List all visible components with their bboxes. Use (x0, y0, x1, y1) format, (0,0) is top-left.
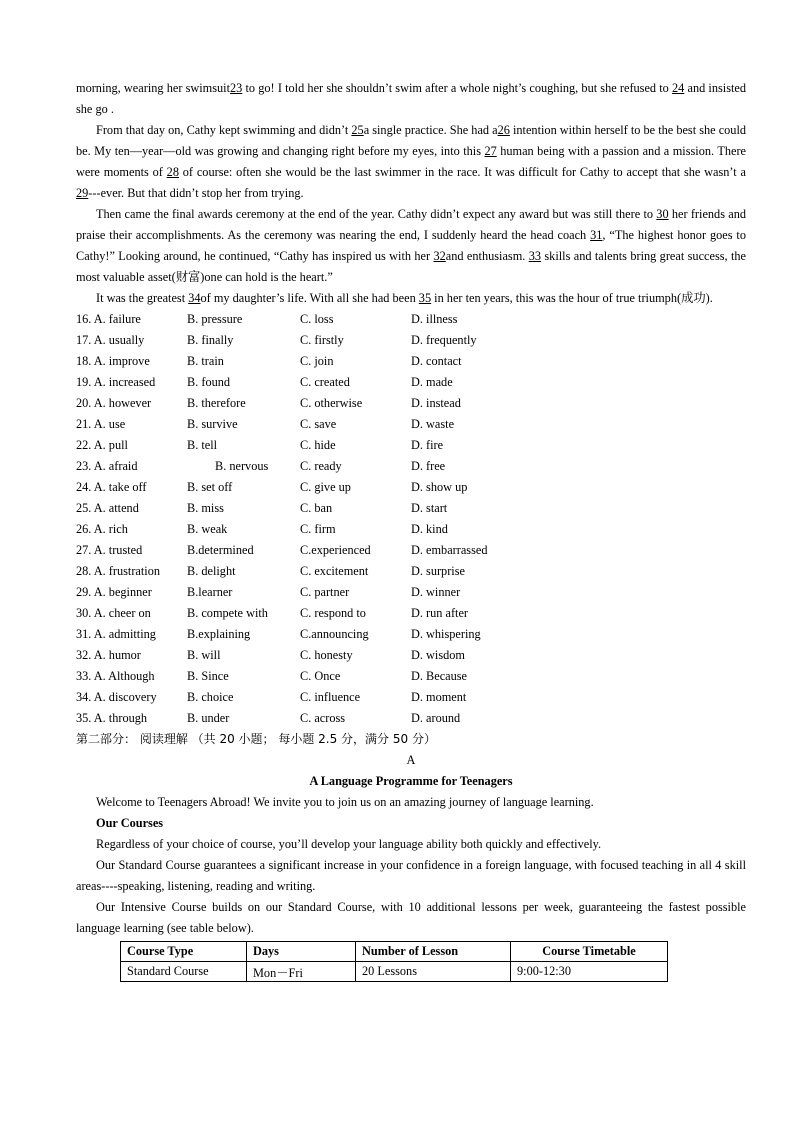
option-d: D. wisdom (411, 648, 465, 662)
option-row (76, 708, 746, 729)
passage-paragraph-3 (76, 204, 746, 288)
option-b: B. compete with (187, 606, 268, 620)
option-c: C. ready (300, 459, 342, 473)
blank-25: 25 (351, 123, 364, 137)
option-d: D. moment (411, 690, 467, 704)
option-c: C. join (300, 354, 334, 368)
option-row (76, 498, 746, 519)
text: and enthusiasm. (445, 249, 529, 263)
option-b: B. weak (187, 522, 228, 536)
page (76, 78, 746, 982)
option-b: B. choice (187, 690, 234, 704)
option-a: 34. A. discovery (76, 690, 157, 704)
option-row (76, 309, 746, 330)
courses-paragraph-1: Regardless of your choice of course, you’ll develop your language ability both quickly and effectively. (96, 837, 602, 851)
option-c: C. honesty (300, 648, 353, 662)
table-header: Course Type (121, 942, 247, 962)
text: to go! I told her she shouldn’t swim after a whole night’s coughing, but she refused to (242, 81, 673, 95)
option-c: C.announcing (300, 627, 369, 641)
option-b: B. train (187, 354, 224, 368)
option-b: B. finally (187, 333, 234, 347)
option-a: 31. A. admitting (76, 627, 156, 641)
text: morning, wearing her swimsuit (76, 81, 231, 95)
option-a: 35. A. through (76, 711, 148, 725)
option-b: B. pressure (187, 312, 243, 326)
option-a: 33. A. Although (76, 669, 155, 683)
option-b: B. will (187, 648, 221, 662)
option-b: B. tell (187, 438, 218, 452)
option-b: B. found (187, 375, 231, 389)
option-b: B. delight (187, 564, 236, 578)
passage-paragraph-2 (76, 120, 746, 204)
option-d: D. surprise (411, 564, 465, 578)
course-table (120, 941, 668, 982)
option-d: D. run after (411, 606, 469, 620)
option-d: D. contact (411, 354, 462, 368)
option-d: D. free (411, 459, 446, 473)
option-b: B.learner (187, 585, 233, 599)
option-b: B. miss (187, 501, 224, 515)
option-a: 30. A. cheer on (76, 606, 151, 620)
table-header-row (121, 942, 668, 962)
text: From that day on, Cathy kept swimming and didn’t (96, 123, 352, 137)
option-a: 32. A. humor (76, 648, 141, 662)
passage-title: A Language Programme for Teenagers (309, 774, 513, 788)
option-d: D. around (411, 711, 461, 725)
option-d: D. waste (411, 417, 455, 431)
blank-35: 35 (418, 291, 432, 305)
option-a: 28. A. frustration (76, 564, 161, 578)
option-row (76, 645, 746, 666)
option-c: C. save (300, 417, 337, 431)
option-a: 16. A. failure (76, 312, 141, 326)
table-cell: Standard Course (121, 962, 247, 982)
option-a: 20. A. however (76, 396, 152, 410)
option-row (76, 456, 746, 477)
option-a: 19. A. increased (76, 375, 156, 389)
blank-23: 23 (230, 81, 243, 95)
blank-33: 33 (528, 249, 542, 263)
option-a: 17. A. usually (76, 333, 145, 347)
option-row (76, 477, 746, 498)
option-row (76, 582, 746, 603)
table-cell: Mon－Fri (247, 962, 356, 982)
table-cell: 9:00-12:30 (511, 962, 668, 982)
blank-29: 29 (76, 186, 89, 200)
option-d: D. whispering (411, 627, 481, 641)
option-row (76, 666, 746, 687)
option-a: 26. A. rich (76, 522, 128, 536)
text: ---ever. But that didn’t stop her from trying. (88, 186, 304, 200)
option-c: C. partner (300, 585, 350, 599)
option-a: 23. A. afraid (76, 459, 138, 473)
option-d: D. embarrassed (411, 543, 488, 557)
blank-28: 28 (166, 165, 179, 179)
option-b: B.determined (187, 543, 254, 557)
text: in her ten years, this was the hour of true triumph(成功). (431, 291, 713, 305)
text: human being with a passion and a mission. There were moments of (76, 144, 746, 179)
option-a: 29. A. beginner (76, 585, 152, 599)
text: intention within herself to be the best she could be. My ten—year—old was growing and changing right before my eyes, into this (76, 123, 747, 158)
option-row (76, 561, 746, 582)
option-a: 18. A. improve (76, 354, 150, 368)
text: of my daughter’s life. With all she had been (200, 291, 419, 305)
option-row (76, 540, 746, 561)
blank-32: 32 (433, 249, 446, 263)
option-c: C. ban (300, 501, 333, 515)
courses-paragraph-2: Our Standard Course guarantees a significant increase in your confidence in a foreign language, with focused teaching in all 4 skill areas----speaking, listening, reading and writing. (76, 858, 746, 893)
text: a single practice. She had a (363, 123, 498, 137)
option-c: C. hide (300, 438, 336, 452)
option-d: D. start (411, 501, 448, 515)
option-d: D. show up (411, 480, 468, 494)
courses-paragraph-3: Our Intensive Course builds on our Standard Course, with 10 additional lessons per week, guaranteeing the fastest possible language learning (see table below). (76, 900, 746, 935)
text: her friends and praise their accomplishments. As the ceremony was nearing the end, I suddenly heard the head coach (76, 207, 747, 242)
section-heading: 第二部分： 阅读理解 （共 20 小题； 每小题 2.5 分，满分 50 分） (76, 732, 436, 746)
option-d: D. fire (411, 438, 444, 452)
option-d: D. made (411, 375, 453, 389)
option-d: D. instead (411, 396, 461, 410)
option-b: B. therefore (187, 396, 246, 410)
option-c: C. influence (300, 690, 361, 704)
option-c: C. respond to (300, 606, 366, 620)
option-d: D. illness (411, 312, 458, 326)
option-d: D. Because (411, 669, 467, 683)
option-row (76, 414, 746, 435)
option-c: C. otherwise (300, 396, 363, 410)
text: Then came the final awards ceremony at the end of the year. Cathy didn’t expect any award but was still there to (96, 207, 657, 221)
option-c: C. firstly (300, 333, 344, 347)
option-row (76, 435, 746, 456)
table-header: Days (247, 942, 356, 962)
option-c: C. give up (300, 480, 351, 494)
option-row (76, 372, 746, 393)
option-row (76, 393, 746, 414)
option-b: B. nervous (215, 459, 269, 473)
table-header: Course Timetable (511, 942, 668, 962)
option-c: C. created (300, 375, 350, 389)
option-row (76, 603, 746, 624)
text: and insisted she go . (76, 81, 747, 116)
blank-31: 31 (590, 228, 603, 242)
option-row (76, 624, 746, 645)
answer-options (76, 309, 746, 729)
option-row (76, 330, 746, 351)
passage-letter: A (406, 753, 416, 767)
passage-paragraph-4 (76, 288, 746, 309)
option-b: B. under (187, 711, 230, 725)
option-a: 25. A. attend (76, 501, 139, 515)
option-row (76, 351, 746, 372)
option-a: 21. A. use (76, 417, 126, 431)
passage-paragraph-1 (76, 78, 746, 120)
our-courses-heading: Our Courses (96, 816, 164, 830)
blank-34: 34 (188, 291, 201, 305)
option-c: C. loss (300, 312, 334, 326)
option-b: B.explaining (187, 627, 251, 641)
option-d: D. frequently (411, 333, 477, 347)
blank-27: 27 (484, 144, 497, 158)
text: skills and talents bring great success, the most valuable asset(财富)one can hold is the heart.” (76, 249, 746, 284)
option-d: D. winner (411, 585, 461, 599)
table-cell: 20 Lessons (356, 962, 511, 982)
table-row (121, 962, 668, 982)
table-header: Number of Lesson (356, 942, 511, 962)
option-a: 27. A. trusted (76, 543, 143, 557)
option-d: D. kind (411, 522, 448, 536)
option-c: C. excitement (300, 564, 369, 578)
blank-24: 24 (672, 81, 685, 95)
text: It was the greatest (96, 291, 189, 305)
blank-26: 26 (497, 123, 510, 137)
text: , “The highest honor goes to Cathy!” Looking around, he continued, “Cathy has inspired us with her (76, 228, 746, 263)
option-c: C. across (300, 711, 346, 725)
option-row (76, 519, 746, 540)
option-a: 22. A. pull (76, 438, 128, 452)
option-c: C. Once (300, 669, 341, 683)
intro-paragraph: Welcome to Teenagers Abroad! We invite you to join us on an amazing journey of language learning. (96, 795, 594, 809)
option-a: 24. A. take off (76, 480, 147, 494)
option-c: C.experienced (300, 543, 371, 557)
option-b: B. set off (187, 480, 233, 494)
blank-30: 30 (656, 207, 669, 221)
option-b: B. Since (187, 669, 229, 683)
option-c: C. firm (300, 522, 336, 536)
text: of course: often she would be the last swimmer in the race. It was difficult for Cathy to accept that she wasn’t a (178, 165, 746, 179)
option-b: B. survive (187, 417, 238, 431)
option-row (76, 687, 746, 708)
